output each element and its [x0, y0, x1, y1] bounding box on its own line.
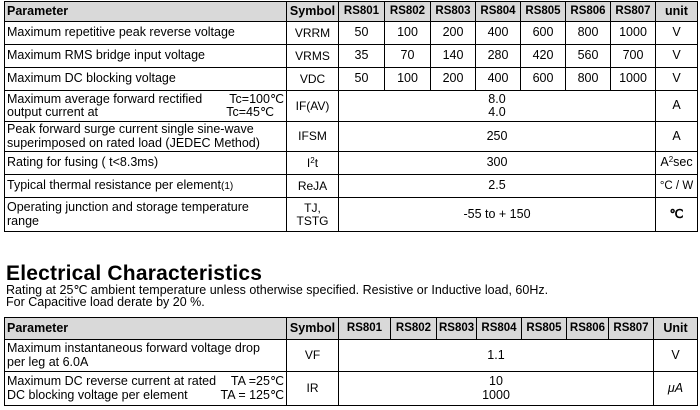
rating-note: For Capacitive load derate by 20 %. [6, 295, 205, 309]
param-cell: Maximum RMS bridge input voltage [5, 45, 287, 68]
value-cell: 560 [566, 45, 611, 68]
rating-note: Rating at 25℃ ambient temperature unless otherwise specified. Resistive or Inductive load, 60Hz. [6, 283, 549, 297]
header-unit: unit [656, 2, 698, 22]
footnote-ref: (1) [220, 181, 234, 193]
param-line: Operating junction and storage temperature [7, 200, 249, 215]
table-row-surge [5, 122, 698, 152]
header-symbol: Symbol [287, 318, 339, 340]
symbol-cell: VF [287, 340, 339, 372]
param-line: Maximum instantaneous forward voltage drop [7, 341, 260, 356]
symbol-cell: IFSM [287, 122, 339, 152]
param-cell: Typical thermal resistance per element(1) [5, 175, 287, 198]
unit-cell: $A^2\sec$ [656, 152, 698, 175]
table-row-vf [5, 340, 698, 372]
header-part: RS801 [339, 2, 385, 22]
value-cell [339, 372, 654, 406]
param-line: range [7, 213, 39, 228]
section-title: Electrical Characteristics [6, 262, 263, 285]
param-cell [5, 91, 287, 122]
electrical-table [4, 317, 698, 406]
param-line: Maximum average forward rectified [7, 91, 203, 106]
symbol-cell: VRMS [287, 45, 339, 68]
param-line: Maximum DC reverse current at rated [7, 374, 217, 389]
param-line: output current at [7, 105, 99, 119]
header-part: RS804 [477, 318, 522, 340]
header-part: RS803 [431, 2, 476, 22]
unit-cell: A [656, 91, 698, 122]
param-cell [5, 198, 287, 232]
symbol-cell: IF(AV) [287, 91, 339, 122]
value-cell: 70 [385, 45, 431, 68]
table-row [5, 22, 698, 45]
value-cell: 50 [339, 68, 385, 91]
value-line: 1000 [482, 387, 510, 402]
value-cell: 1.1 [339, 340, 654, 372]
value-cell: 2.5 [339, 175, 656, 198]
table-row [5, 68, 698, 91]
value-cell: 600 [521, 68, 566, 91]
condition-text: TA =25℃ [230, 374, 284, 389]
param-line: Peak forward surge current single sine-wave [7, 122, 254, 137]
header-part: RS803 [437, 318, 477, 340]
header-parameter: Parameter [5, 318, 287, 340]
symbol-cell: $I^2t$ [287, 152, 339, 175]
param-cell [5, 122, 287, 152]
param-cell [5, 372, 287, 406]
header-part: RS801 [339, 318, 391, 340]
header-part: RS802 [385, 2, 431, 22]
unit-cell: A [656, 122, 698, 152]
value-cell: 140 [431, 45, 476, 68]
header-part: RS802 [391, 318, 437, 340]
table-row-temperature [5, 198, 698, 232]
symbol-cell: ReJA [287, 175, 339, 198]
value-cell: 1000 [611, 68, 656, 91]
table-header-row [5, 318, 698, 340]
ratings-table [4, 1, 698, 232]
unit-cell: V [656, 45, 698, 68]
table-row [5, 45, 698, 68]
value-cell: 400 [476, 22, 521, 45]
value-cell: 800 [566, 68, 611, 91]
value-cell: -55 to + 150 [339, 198, 656, 232]
header-part: RS806 [566, 2, 611, 22]
unit-cell: μA [654, 372, 698, 406]
value-cell: 50 [339, 22, 385, 45]
symbol-cell: VDC [287, 68, 339, 91]
header-part: RS807 [609, 318, 654, 340]
unit-cell: V [656, 22, 698, 45]
header-part: RS806 [567, 318, 609, 340]
symbol-cell: VRRM [287, 22, 339, 45]
unit-cell: °C / W [656, 175, 698, 198]
param-cell: Rating for fusing ( t<8.3ms) [5, 152, 287, 175]
header-part: RS805 [521, 2, 566, 22]
value-cell: 100 [385, 22, 431, 45]
value-cell: 250 [339, 122, 656, 152]
header-part: RS805 [522, 318, 567, 340]
value-line: 10 [489, 374, 503, 389]
unit-cell: ℃ [656, 198, 698, 232]
header-part: RS804 [476, 2, 521, 22]
value-cell: 200 [431, 22, 476, 45]
table-row-ir [5, 372, 698, 406]
param-cell [5, 340, 287, 372]
value-cell: 35 [339, 45, 385, 68]
value-line: 4.0 [488, 105, 506, 119]
value-cell: 200 [431, 68, 476, 91]
table-row-fusing [5, 152, 698, 175]
header-part: RS807 [611, 2, 656, 22]
value-cell [339, 91, 656, 122]
value-cell: 400 [476, 68, 521, 91]
value-cell: 700 [611, 45, 656, 68]
value-line: 8.0 [488, 91, 506, 106]
value-cell: 100 [385, 68, 431, 91]
value-cell: 600 [521, 22, 566, 45]
condition-text: TA = 125℃ [220, 387, 284, 402]
value-cell: 800 [566, 22, 611, 45]
condition-text: Tc=100℃ [229, 91, 284, 106]
table-row-thermal [5, 175, 698, 198]
symbol-cell: TJ, TSTG [287, 198, 339, 232]
param-line: DC blocking voltage per element [7, 387, 188, 402]
condition-text: Tc=45℃ [226, 105, 274, 119]
table-header-row [5, 2, 698, 22]
value-cell: 1000 [611, 22, 656, 45]
header-parameter: Parameter [5, 2, 287, 22]
header-symbol: Symbol [287, 2, 339, 22]
param-cell: Maximum repetitive peak reverse voltage [5, 22, 287, 45]
value-cell: 300 [339, 152, 656, 175]
header-unit: Unit [654, 318, 698, 340]
value-cell: 280 [476, 45, 521, 68]
param-line: superimposed on rated load (JEDEC Method) [7, 135, 260, 150]
unit-cell: V [654, 340, 698, 372]
symbol-cell: IR [287, 372, 339, 406]
param-cell: Maximum DC blocking voltage [5, 68, 287, 91]
table-row-rectified-current [5, 91, 698, 122]
value-cell: 420 [521, 45, 566, 68]
param-line: per leg at 6.0A [7, 354, 89, 369]
unit-cell: V [656, 68, 698, 91]
